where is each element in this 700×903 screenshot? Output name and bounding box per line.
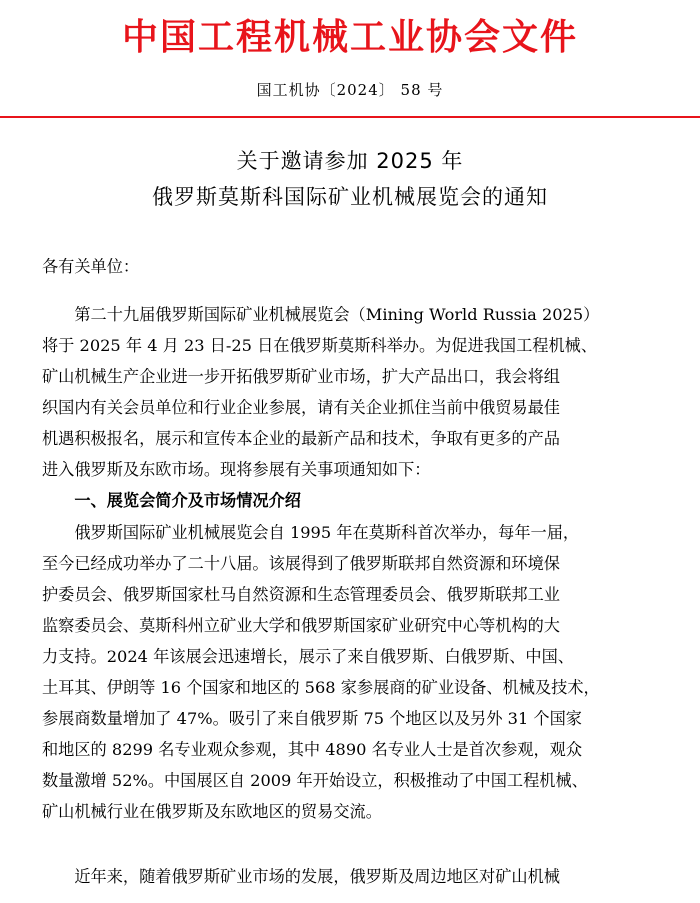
issuing-org-title: 中国工程机械工业协会文件	[121, 16, 578, 58]
red-header-divider	[0, 116, 700, 118]
paragraph-line: 力支持。2024 年该展会迅速增长，展示了来自俄罗斯、白俄罗斯、中国、	[42, 647, 574, 666]
paragraph-line: 参展商数量增加了 47%。吸引了来自俄罗斯 75 个地区以及另外 31 个国家	[42, 709, 582, 728]
paragraph-line: 机遇积极报名，展示和宣传本企业的最新产品和技术，争取有更多的产品	[42, 429, 560, 448]
notice-title-line-1: 关于邀请参加 2025 年	[236, 149, 464, 173]
salutation: 各有关单位：	[42, 257, 140, 276]
paragraph-line: 将于 2025 年 4 月 23 日-25 日在俄罗斯莫斯科举办。为促进我国工程机械、	[42, 336, 598, 355]
paragraph-line: 进入俄罗斯及东欧市场。现将参展有关事项通知如下：	[42, 460, 431, 479]
document-number: 国工机协〔2024〕 58 号	[256, 81, 444, 99]
paragraph-line: 矿山机械生产企业进一步开拓俄罗斯矿业市场，扩大产品出口，我会将组	[42, 367, 560, 386]
section-heading-1: 一、展览会简介及市场情况介绍	[42, 491, 301, 510]
paragraph-line: 至今已经成功举办了二十八届。该展得到了俄罗斯联邦自然资源和环境保	[42, 554, 560, 573]
paragraph-line: 监察委员会、莫斯科州立矿业大学和俄罗斯国家矿业研究中心等机构的大	[42, 616, 560, 635]
paragraph-line: 近年来，随着俄罗斯矿业市场的发展，俄罗斯及周边地区对矿山机械	[42, 867, 560, 886]
paragraph-line: 织国内有关会员单位和行业企业参展，请有关企业抓住当前中俄贸易最佳	[42, 398, 560, 417]
paragraph-line: 第二十九届俄罗斯国际矿业机械展览会（Mining World Russia 2025）	[42, 305, 600, 324]
paragraph-line: 土耳其、伊朗等 16 个国家和地区的 568 家参展商的矿业设备、机械及技术，	[42, 678, 600, 697]
notice-title-line-2: 俄罗斯莫斯科国际矿业机械展览会的通知	[152, 185, 548, 209]
paragraph-line: 护委员会、俄罗斯国家杜马自然资源和生态管理委员会、俄罗斯联邦工业	[42, 585, 560, 604]
paragraph-line: 矿山机械行业在俄罗斯及东欧地区的贸易交流。	[42, 802, 382, 821]
paragraph-line: 俄罗斯国际矿业机械展览会自 1995 年在莫斯科首次举办，每年一届，	[42, 523, 580, 542]
paragraph-line: 和地区的 8299 名专业观众参观，其中 4890 名专业人士是首次参观，观众	[42, 740, 583, 759]
paragraph-line: 数量激增 52%。中国展区自 2009 年开始设立，积极推动了中国工程机械、	[42, 771, 588, 790]
